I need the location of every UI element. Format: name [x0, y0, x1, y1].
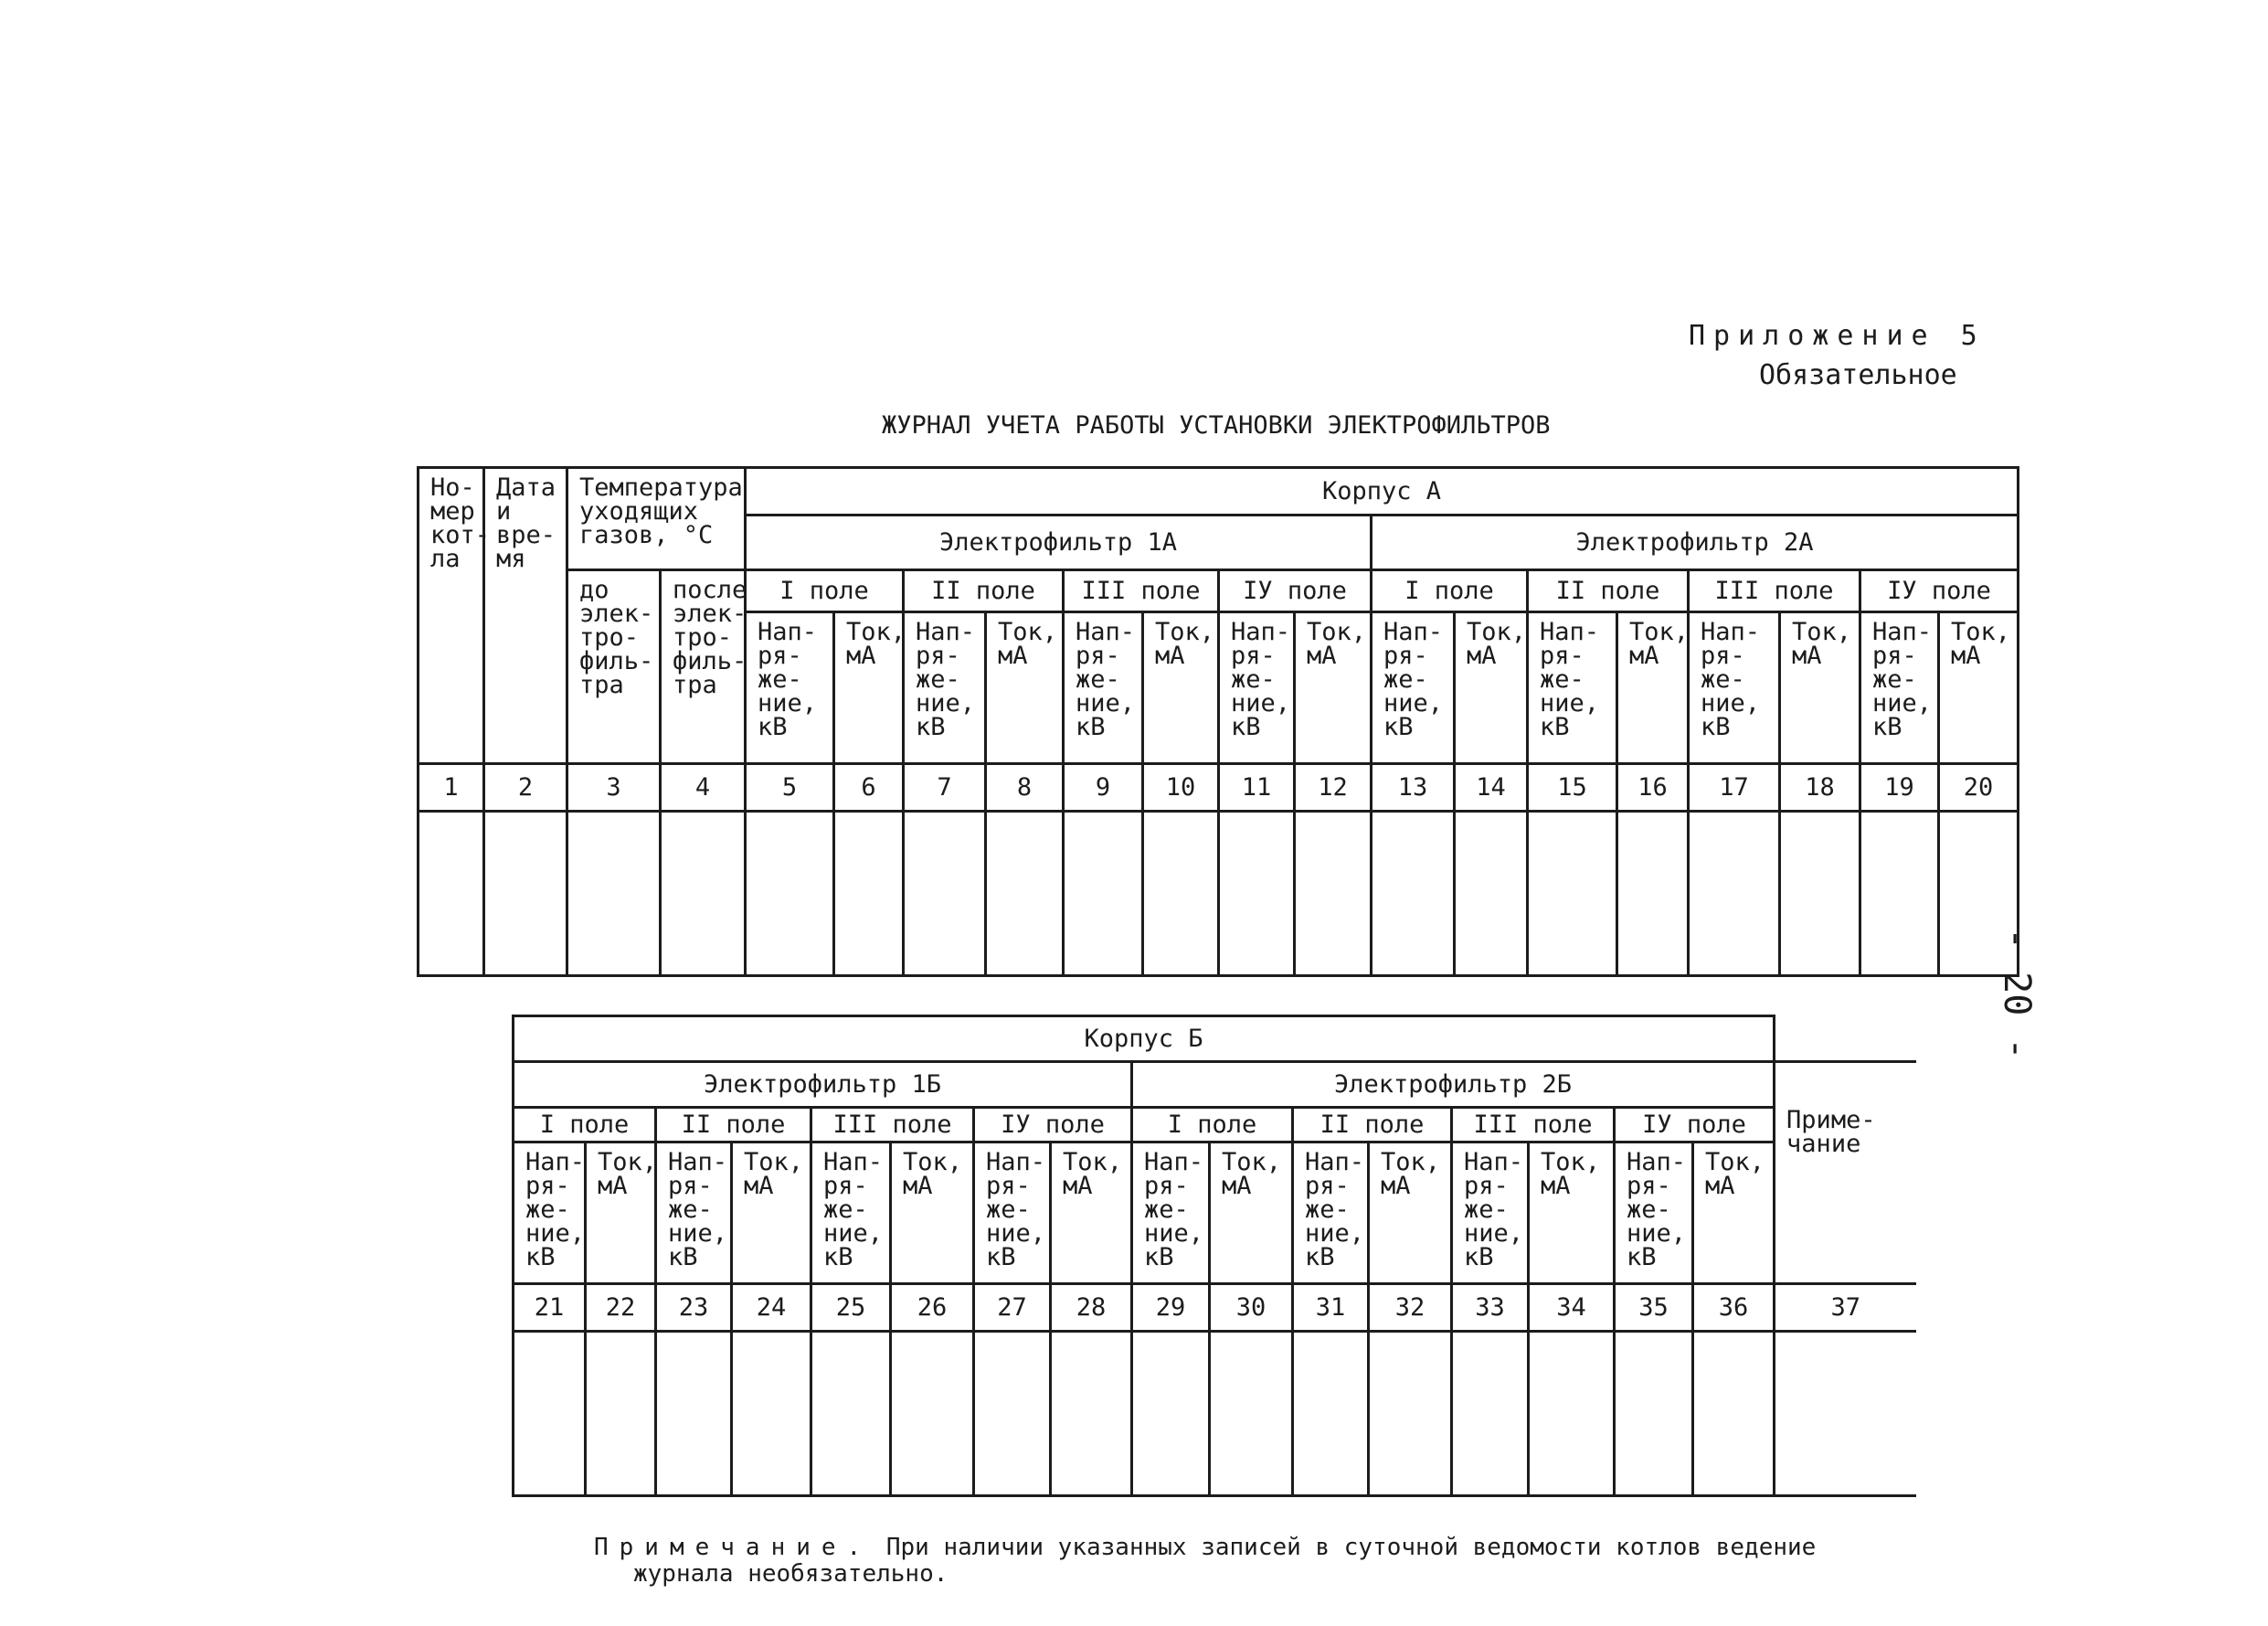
- header-field: III поле: [1452, 1108, 1615, 1142]
- header-current: Ток, мА: [1295, 612, 1372, 764]
- header-current: Ток, мА: [1780, 612, 1860, 764]
- entry-cell[interactable]: [419, 812, 484, 976]
- column-number: 12: [1295, 764, 1372, 812]
- header-current: Ток, мА: [1369, 1142, 1452, 1284]
- column-number: 37: [1775, 1284, 1916, 1332]
- header-field: II поле: [1528, 570, 1689, 612]
- entry-cell[interactable]: [1617, 812, 1689, 976]
- entry-cell[interactable]: [567, 812, 661, 976]
- column-number: 1: [419, 764, 484, 812]
- entry-cell[interactable]: [1143, 812, 1219, 976]
- header-boiler-number: Но- мер кот- ла: [419, 468, 484, 764]
- column-number: 13: [1372, 764, 1455, 812]
- header-voltage: Нап- ря- же- ние, кВ: [904, 612, 986, 764]
- header-voltage: Нап- ря- же- ние, кВ: [1132, 1142, 1210, 1284]
- column-number: 35: [1615, 1284, 1693, 1332]
- header-field: IУ поле: [1615, 1108, 1775, 1142]
- entry-cell[interactable]: [1051, 1332, 1132, 1496]
- entry-cell[interactable]: [514, 1332, 586, 1496]
- header-housing-a: Корпус А: [746, 468, 2019, 515]
- column-number: 19: [1860, 764, 1939, 812]
- header-current: Ток, мА: [1529, 1142, 1615, 1284]
- column-number: 20: [1939, 764, 2019, 812]
- header-field: I поле: [1372, 570, 1528, 612]
- header-current: Ток, мА: [1617, 612, 1689, 764]
- header-filter-1a: Электрофильтр 1А: [746, 515, 1372, 570]
- column-number: 17: [1689, 764, 1780, 812]
- entry-cell[interactable]: [974, 1332, 1051, 1496]
- header-voltage: Нап- ря- же- ние, кВ: [1615, 1142, 1693, 1284]
- entry-cell[interactable]: [1693, 1332, 1775, 1496]
- entry-cell[interactable]: [834, 812, 904, 976]
- header-voltage: Нап- ря- же- ние, кВ: [1293, 1142, 1369, 1284]
- entry-cell[interactable]: [1452, 1332, 1529, 1496]
- column-number: 10: [1143, 764, 1219, 812]
- column-number: 27: [974, 1284, 1051, 1332]
- header-field: II поле: [656, 1108, 811, 1142]
- entry-cell[interactable]: [1775, 1332, 1916, 1496]
- header-voltage: Нап- ря- же- ние, кВ: [1064, 612, 1143, 764]
- entry-cell[interactable]: [1210, 1332, 1293, 1496]
- header-voltage: Нап- ря- же- ние, кВ: [1452, 1142, 1529, 1284]
- footnote-text: При наличии указанных записей в суточной ведомости котлов ведение: [885, 1534, 1817, 1561]
- entry-cell[interactable]: [1369, 1332, 1452, 1496]
- header-voltage: Нап- ря- же- ние, кВ: [656, 1142, 732, 1284]
- header-voltage: Нап- ря- же- ние, кВ: [746, 612, 834, 764]
- header-field: IУ поле: [974, 1108, 1132, 1142]
- header-voltage: Нап- ря- же- ние, кВ: [1372, 612, 1455, 764]
- column-number: 22: [586, 1284, 656, 1332]
- entry-cell[interactable]: [1939, 812, 2019, 976]
- entry-cell[interactable]: [986, 812, 1064, 976]
- entry-cell[interactable]: [1529, 1332, 1615, 1496]
- header-field: II поле: [1293, 1108, 1452, 1142]
- entry-cell[interactable]: [1295, 812, 1372, 976]
- header-voltage: Нап- ря- же- ние, кВ: [1860, 612, 1939, 764]
- header-temp-after-filter: после элек- тро- филь- тра: [661, 570, 746, 764]
- entry-cell[interactable]: [1219, 812, 1295, 976]
- entry-cell[interactable]: [484, 812, 567, 976]
- column-number: 33: [1452, 1284, 1529, 1332]
- header-gas-temperature: Температура уходящих газов, °С: [567, 468, 746, 570]
- header-current: Ток, мА: [1455, 612, 1528, 764]
- footnote-label: Примечание.: [594, 1534, 873, 1561]
- column-number: 30: [1210, 1284, 1293, 1332]
- header-filter-2a: Электрофильтр 2А: [1372, 515, 2019, 570]
- column-number: 14: [1455, 764, 1528, 812]
- header-field: I поле: [746, 570, 904, 612]
- header-current: Ток, мА: [891, 1142, 974, 1284]
- column-number: 4: [661, 764, 746, 812]
- header-filter-1b: Электрофильтр 1Б: [514, 1062, 1132, 1108]
- entry-cell[interactable]: [891, 1332, 974, 1496]
- journal-title: ЖУРНАЛ УЧЕТА РАБОТЫ УСТАНОВКИ ЭЛЕКТРОФИЛЬТРОВ: [882, 411, 1551, 440]
- header-current: Ток, мА: [1210, 1142, 1293, 1284]
- appendix-title: Приложение 5: [1689, 320, 1986, 352]
- column-number: 11: [1219, 764, 1295, 812]
- entry-cell[interactable]: [746, 812, 834, 976]
- entry-cell[interactable]: [1615, 1332, 1693, 1496]
- header-field: I поле: [514, 1108, 656, 1142]
- entry-cell[interactable]: [661, 812, 746, 976]
- bottom-table: [512, 1015, 1916, 1497]
- header-voltage: Нап- ря- же- ние, кВ: [811, 1142, 891, 1284]
- column-number: 23: [656, 1284, 732, 1332]
- header-field: IУ поле: [1219, 570, 1372, 612]
- column-number: 28: [1051, 1284, 1132, 1332]
- footnote-continuation: журнала необязательно.: [633, 1560, 949, 1588]
- header-date-time: Дата и вре- мя: [484, 468, 567, 764]
- entry-cell[interactable]: [1860, 812, 1939, 976]
- column-number: 15: [1528, 764, 1617, 812]
- column-number: 5: [746, 764, 834, 812]
- column-number: 25: [811, 1284, 891, 1332]
- entry-cell[interactable]: [1132, 1332, 1210, 1496]
- column-number: 18: [1780, 764, 1860, 812]
- entry-cell[interactable]: [1528, 812, 1617, 976]
- appendix-subtitle: Обязательное: [1759, 359, 1957, 391]
- column-number: 36: [1693, 1284, 1775, 1332]
- column-number: 7: [904, 764, 986, 812]
- header-housing-b: Корпус Б: [514, 1016, 1775, 1062]
- header-current: Ток, мА: [586, 1142, 656, 1284]
- header-field: IУ поле: [1860, 570, 2019, 612]
- header-current: Ток, мА: [732, 1142, 811, 1284]
- header-voltage: Нап- ря- же- ние, кВ: [1219, 612, 1295, 764]
- entry-cell[interactable]: [1455, 812, 1528, 976]
- page-number: - 20 -: [1996, 928, 2038, 1060]
- header-field: III поле: [1064, 570, 1219, 612]
- entry-cell[interactable]: [904, 812, 986, 976]
- entry-cell[interactable]: [732, 1332, 811, 1496]
- column-number: 8: [986, 764, 1064, 812]
- column-number: 29: [1132, 1284, 1210, 1332]
- header-current: Ток, мА: [1143, 612, 1219, 764]
- blank-corner: [1775, 1016, 1916, 1062]
- header-field: II поле: [904, 570, 1064, 612]
- column-number: 2: [484, 764, 567, 812]
- header-current: Ток, мА: [1939, 612, 2019, 764]
- entry-cell[interactable]: [1372, 812, 1455, 976]
- entry-cell[interactable]: [656, 1332, 732, 1496]
- column-number: 34: [1529, 1284, 1615, 1332]
- empty-entry-row: [419, 812, 2019, 976]
- entry-cell[interactable]: [586, 1332, 656, 1496]
- column-number: 24: [732, 1284, 811, 1332]
- header-current: Ток, мА: [1051, 1142, 1132, 1284]
- entry-cell[interactable]: [1689, 812, 1780, 976]
- header-voltage: Нап- ря- же- ние, кВ: [514, 1142, 586, 1284]
- header-field: III поле: [811, 1108, 974, 1142]
- empty-entry-row: [514, 1332, 1916, 1496]
- header-current: Ток, мА: [1693, 1142, 1775, 1284]
- column-number: 6: [834, 764, 904, 812]
- entry-cell[interactable]: [1780, 812, 1860, 976]
- column-number: 9: [1064, 764, 1143, 812]
- top-table: [417, 466, 2019, 977]
- header-voltage: Нап- ря- же- ние, кВ: [974, 1142, 1051, 1284]
- footnote: [594, 1534, 1816, 1561]
- header-filter-2b: Электрофильтр 2Б: [1132, 1062, 1775, 1108]
- column-number: 31: [1293, 1284, 1369, 1332]
- header-current: Ток, мА: [834, 612, 904, 764]
- entry-cell[interactable]: [1064, 812, 1143, 976]
- column-number: 3: [567, 764, 661, 812]
- column-number: 21: [514, 1284, 586, 1332]
- entry-cell[interactable]: [1293, 1332, 1369, 1496]
- header-remark: Приме- чание: [1775, 1062, 1916, 1284]
- header-temp-before-filter: до элек- тро- филь- тра: [567, 570, 661, 764]
- header-current: Ток, мА: [986, 612, 1064, 764]
- header-voltage: Нап- ря- же- ние, кВ: [1528, 612, 1617, 764]
- column-number: 32: [1369, 1284, 1452, 1332]
- header-field: III поле: [1689, 570, 1860, 612]
- column-number: 16: [1617, 764, 1689, 812]
- entry-cell[interactable]: [811, 1332, 891, 1496]
- column-number: 26: [891, 1284, 974, 1332]
- header-field: I поле: [1132, 1108, 1293, 1142]
- header-voltage: Нап- ря- же- ние, кВ: [1689, 612, 1780, 764]
